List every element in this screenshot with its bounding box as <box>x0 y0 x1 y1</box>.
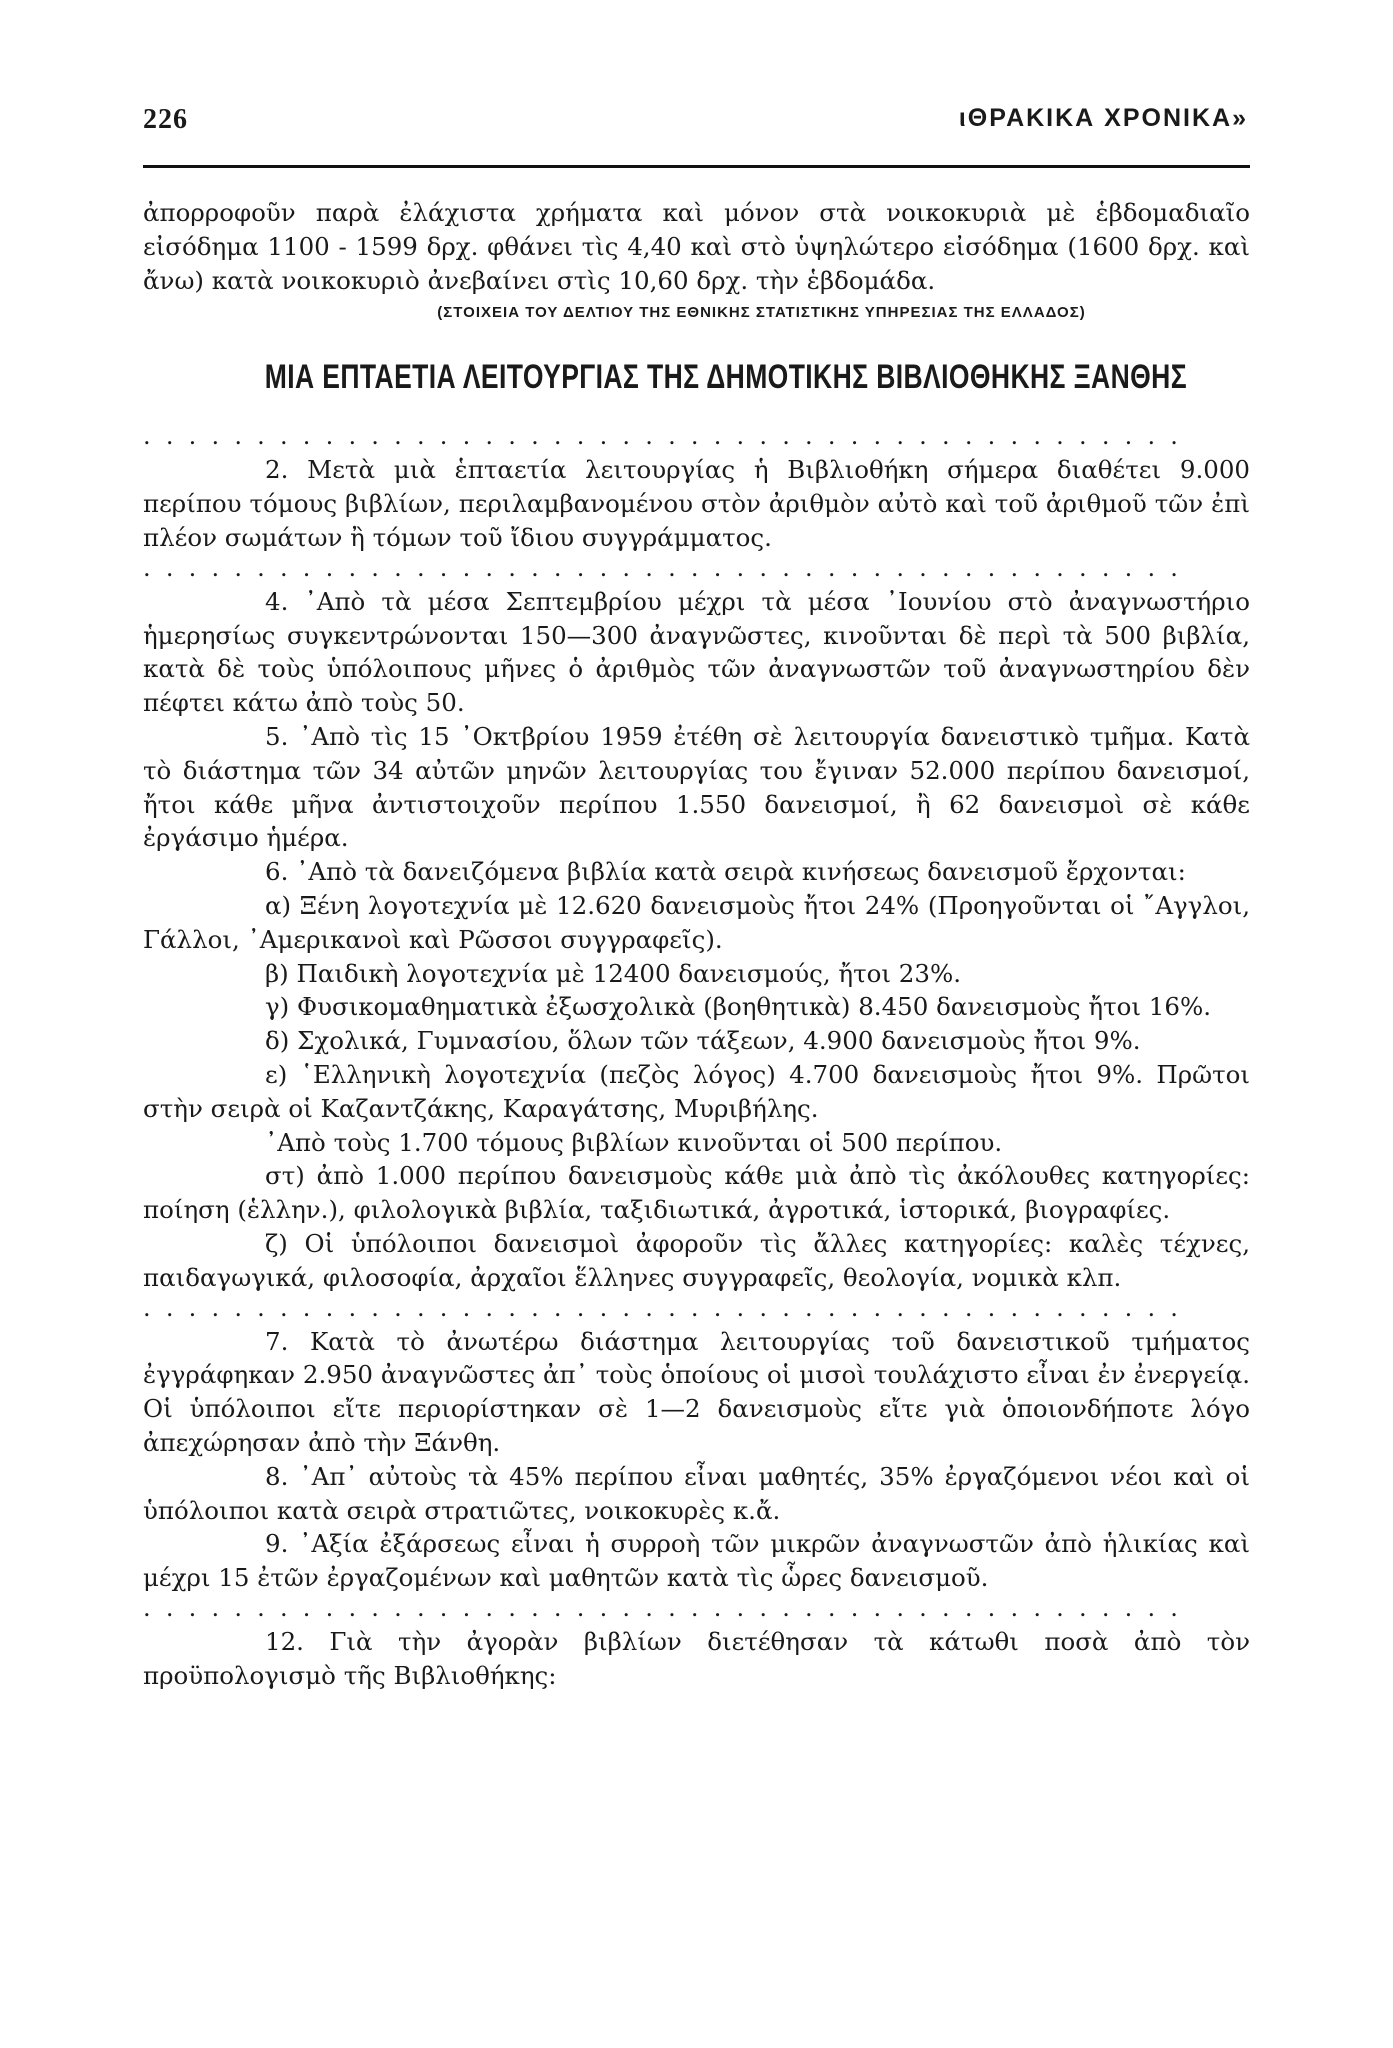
source-note: (ΣΤΟΙΧΕΙΑ ΤΟΥ ΔΕΛΤΙΟΥ ΤΗΣ ΕΘΝΙΚΗΣ ΣΤΑΤΙΣΤΙΚΗΣ ΥΠΗΡΕΣΙΑΣ ΤΗΣ ΕΛΛΑΔΟΣ) <box>437 304 1086 322</box>
running-title: ιΘΡΑΚΙΚΑ ΧΡΟΝΙΚΑ» <box>958 104 1248 132</box>
ellipsis-divider: .............................................. <box>143 1294 1194 1322</box>
ellipsis-divider: .............................................. <box>143 554 1194 582</box>
paragraph-7: 7. Κατὰ τὸ ἀνωτέρω διάστημα λειτουργίας τοῦ δανειστικοῦ τμήματος ἐγγράφηκαν 2.950 ἀναγνῶστες ἀπ᾿ τοὺς ὁποίους οἱ μισοὶ τουλάχιστο εἶναι ἐν ἐνεργείᾳ. Οἱ ὑπόλοιποι εἴτε περιορίστηκαν σὲ 1—2 δανεισμοὺς εἴτε γιὰ ὁποιονδήποτε λόγο ἀπεχώρησαν ἀπὸ τὴν Ξάνθη. <box>143 1326 1250 1457</box>
paragraph-9: 9. ᾿Αξία ἐξάρσεως εἶναι ἡ συρροὴ τῶν μικρῶν ἀναγνωστῶν ἀπὸ ἡλικίας καὶ μέχρι 15 ἐτῶν ἐργαζομένων καὶ μαθητῶν κατὰ τὶς ὧρες δανεισμοῦ. <box>143 1529 1250 1593</box>
list-item-a: α) Ξένη λογοτεχνία μὲ 12.620 δανεισμοὺς ἤτοι 24% (Προηγοῦνται οἱ ῎Αγγλοι, Γάλλοι, ᾿Αμερικανοὶ καὶ Ρῶσσοι συγγραφεῖς). <box>143 890 1250 954</box>
paragraph-2: 2. Μετὰ μιὰ ἑπταετία λειτουργίας ἡ Βιβλιοθήκη σήμερα διαθέτει 9.000 περίπου τόμους βιβλίων, περιλαμβανομένου στὸν ἀριθμὸν αὐτὸ καὶ τοῦ ἀριθμοῦ τῶν ἐπὶ πλέον σωμάτων ἢ τόμων τοῦ ἴδιου συγγράμματος. <box>143 455 1250 552</box>
paragraph-6: 6. ᾿Απὸ τὰ δανειζόμενα βιβλία κατὰ σειρὰ κινήσεως δανεισμοῦ ἔρχονται: <box>265 857 1186 887</box>
list-item-b: β) Παιδικὴ λογοτεχνία μὲ 12400 δανεισμούς, ἤτοι 23%. <box>265 958 962 988</box>
intro-paragraph: ἀπορροφοῦν παρὰ ἐλάχιστα χρήματα καὶ μόνον στὰ νοικοκυριὰ μὲ ἑβδομαδιαῖο εἰσόδημα 1100 - 1599 δρχ. φθάνει τὶς 4,40 καὶ στὸ ὑψηλώτερο εἰσόδημα (1600 δρχ. καὶ ἄνω) κατὰ νοικοκυριὸ ἀνεβαίνει στὶς 10,60 δρχ. τὴν ἑβδομάδα. <box>143 198 1250 295</box>
paragraph-8: 8. ᾿Απ᾿ αὐτοὺς τὰ 45% περίπου εἶναι μαθητές, 35% ἐργαζόμενοι νέοι καὶ οἱ ὑπόλοιποι κατὰ σειρὰ στρατιῶτες, νοικοκυρὲς κ.ἄ. <box>143 1461 1250 1525</box>
page-number: 226 <box>143 104 188 135</box>
ellipsis-divider: .............................................. <box>143 1594 1194 1622</box>
ellipsis-divider: .............................................. <box>143 423 1194 451</box>
list-item-d: δ) Σχολικά, Γυμνασίου, ὅλων τῶν τάξεων, 4.900 δανεισμοὺς ἤτοι 9%. <box>265 1026 1141 1056</box>
list-item-z: ζ) Οἱ ὑπόλοιποι δανεισμοὶ ἀφοροῦν τὶς ἄλλες κατηγορίες: καλὲς τέχνες, παιδαγωγικά, φιλοσοφία, ἀρχαῖοι ἕλληνες συγγραφεῖς, θεολογία, νομικὰ κλπ. <box>143 1228 1250 1292</box>
paragraph-12: 12. Γιὰ τὴν ἀγορὰν βιβλίων διετέθησαν τὰ κάτωθι ποσὰ ἀπὸ τὸν προϋπολογισμὸ τῆς Βιβλιοθήκης: <box>143 1626 1250 1690</box>
page-body <box>143 196 1250 1692</box>
paragraph-5: 5. ᾿Απὸ τὶς 15 ᾿Οκτβρίου 1959 ἐτέθη σὲ λειτουργία δανειστικὸ τμῆμα. Κατὰ τὸ διάστημα τῶν 34 αὐτῶν μηνῶν λειτουργίας του ἔγιναν 52.000 περίπου δανεισμοί, ἤτοι κάθε μῆνα ἀντιστοιχοῦν περίπου 1.550 δανεισμοί, ἢ 62 δανεισμοὶ σὲ κάθε ἐργάσιμο ἡμέρα. <box>143 721 1250 853</box>
list-item-e-note: ᾿Απὸ τοὺς 1.700 τόμους βιβλίων κινοῦνται οἱ 500 περίπου. <box>265 1127 1003 1157</box>
list-item-c: γ) Φυσικομαθηματικὰ ἐξωσχολικὰ (βοηθητικὰ) 8.450 δανεισμοὺς ἤτοι 16%. <box>265 992 1212 1022</box>
paragraph-4: 4. ᾿Απὸ τὰ μέσα Σεπτεμβρίου μέχρι τὰ μέσα ᾿Ιουνίου στὸ ἀναγνωστήριο ἡμερησίως συγκεντρώνονται 150—300 ἀναγνῶστες, κινοῦνται δὲ περὶ τὰ 500 βιβλία, κατὰ δὲ τοὺς ὑπόλοιπους μῆνες ὁ ἀριθμὸς τῶν ἀναγνωστῶν τοῦ ἀναγνωστηρίου δὲν πέφτει κάτω ἀπὸ τοὺς 50. <box>143 586 1250 718</box>
header-rule <box>143 165 1250 168</box>
list-item-st: στ) ἀπὸ 1.000 περίπου δανεισμοὺς κάθε μιὰ ἀπὸ τὶς ἀκόλουθες κατηγορίες: ποίηση (ἑλλην.), φιλολογικὰ βιβλία, ταξιδιωτικά, ἀγροτικά, ἱστορικά, βιογραφίες. <box>143 1161 1250 1225</box>
page-header <box>143 98 1248 148</box>
section-title: ΜΙΑ ΕΠΤΑΕΤΙΑ ΛΕΙΤΟΥΡΓΙΑΣ ΤΗΣ ΔΗΜΟΤΙΚΗΣ ΒΙΒΛΙΟΘΗΚΗΣ ΞΑΝΘΗΣ <box>264 358 1187 397</box>
list-item-e: ε) ῾Ελληνικὴ λογοτεχνία (πεζὸς λόγος) 4.700 δανεισμοὺς ἤτοι 9%. Πρῶτοι στὴν σειρὰ οἱ Καζαντζάκης, Καραγάτσης, Μυριβήλης. <box>143 1059 1250 1123</box>
